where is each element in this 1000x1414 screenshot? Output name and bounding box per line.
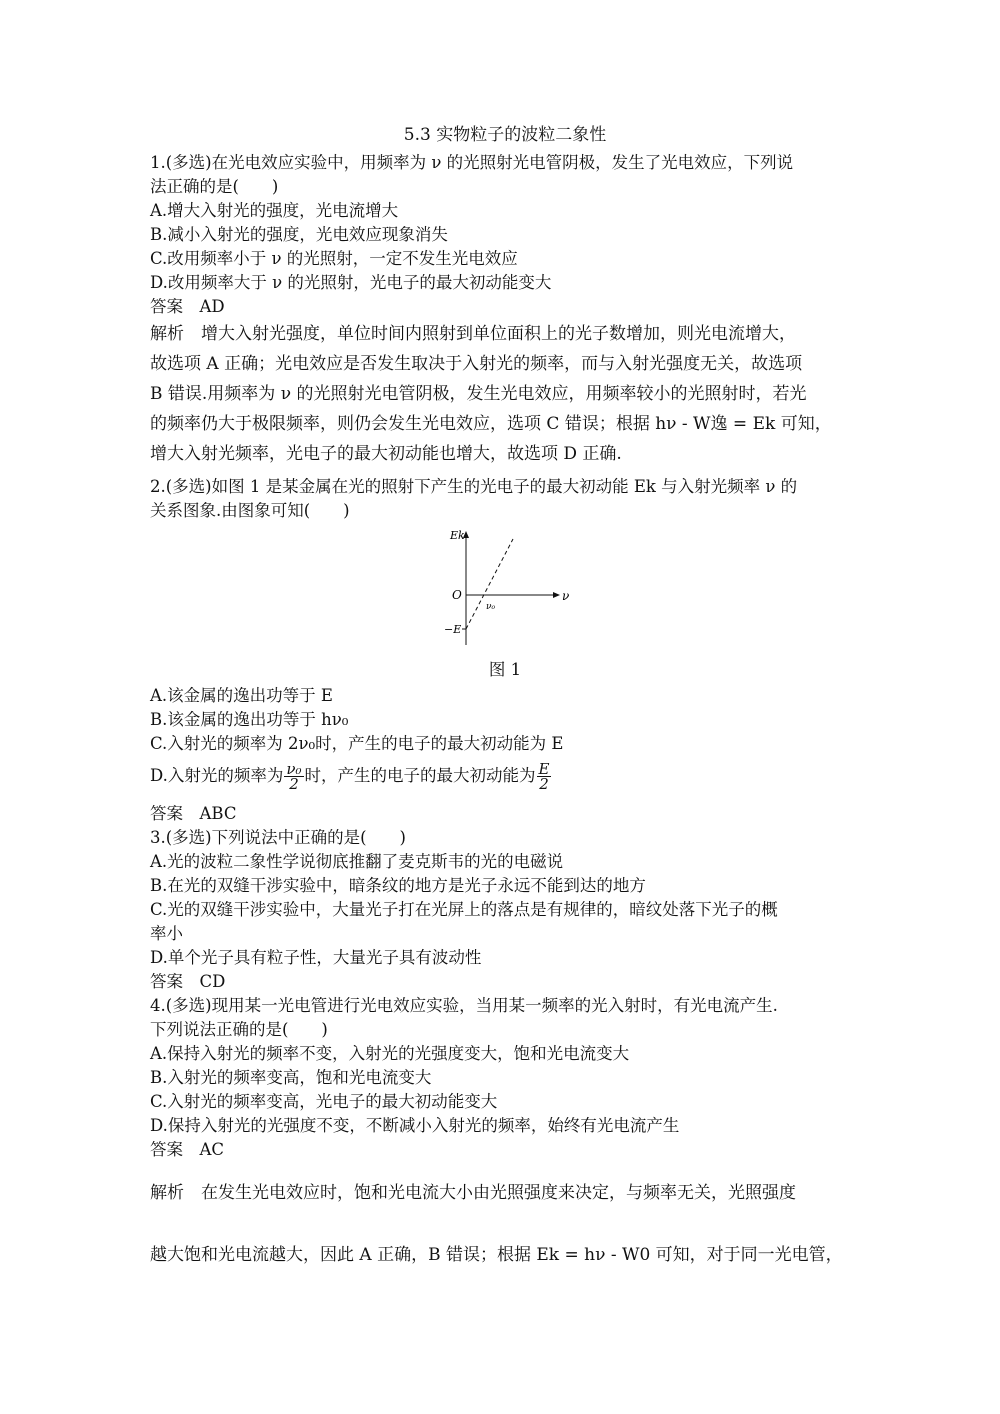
q1-option-d: D.改用频率大于 ν 的光照射，光电子的最大初动能变大 (150, 273, 552, 292)
q3-stem: 3.(多选)下列说法中正确的是( ) (150, 828, 406, 847)
q4-option-d: D.保持入射光的光强度不变，不断减小入射光的频率，始终有光电流产生 (150, 1116, 680, 1135)
question-3 (150, 826, 860, 994)
neg-e-label: −E (444, 623, 462, 636)
x-axis-label: ν (562, 589, 570, 603)
fraction-numerator: E (538, 760, 550, 778)
fraction-numerator: ν₀ (286, 760, 302, 778)
q3-option-b: B.在光的双缝干涉实验中，暗条纹的地方是光子永远不能到达的地方 (150, 876, 646, 895)
figure-caption: 图 1 (488, 660, 522, 679)
origin-label: O (452, 588, 462, 602)
q1-option-a: A.增大入射光的强度，光电流增大 (150, 201, 399, 220)
fraction-e-over-2 (537, 762, 552, 791)
q4-option-a: A.保持入射光的频率不变，入射光的光强度变大，饱和光电流变大 (150, 1044, 630, 1063)
q2-option-d (150, 756, 860, 796)
question-2 (150, 475, 860, 826)
q4-analysis-line1: 解析 在发生光电效应时，饱和光电流大小由光照强度来决定，与频率无关，光照强度 (150, 1183, 796, 1203)
intercept-label: ν₀ (486, 602, 496, 612)
document-page (150, 120, 860, 1286)
q1-stem-line2: 法正确的是( ) (150, 177, 279, 196)
q4-analysis-line2: 越大饱和光电流越大，因此 A 正确，B 错误；根据 Ek = hν - W0 可知，对于同一光电管， (150, 1245, 843, 1265)
q2-option-d-pre: D.入射光的频率为 (150, 766, 284, 785)
q1-analysis-line5: 增大入射光频率，光电子的最大初动能也增大，故选项 D 正确. (150, 444, 622, 464)
fraction-nu0-over-2 (284, 762, 303, 791)
q2-option-c: C.入射光的频率为 2ν₀时，产生的电子的最大初动能为 E (150, 734, 564, 753)
q3-option-d: D.单个光子具有粒子性，大量光子具有波动性 (150, 948, 482, 967)
q2-option-b: B.该金属的逸出功等于 hν₀ (150, 710, 349, 729)
q1-analysis-line4: 的频率仍大于极限频率，则仍会发生光电效应，选项 C 错误；根据 hν - W逸 = Ek 可知， (150, 414, 832, 434)
q4-option-b: B.入射光的频率变高，饱和光电流变大 (150, 1068, 432, 1087)
q4-stem-line1: 4.(多选)现用某一光电管进行光电效应实验，当用某一频率的光入射时，有光电流产生. (150, 996, 778, 1015)
q2-option-a: A.该金属的逸出功等于 E (150, 686, 333, 705)
page-title: 5.3 实物粒子的波粒二象性 (403, 125, 607, 145)
q4-stem-line2: 下列说法正确的是( ) (150, 1020, 328, 1039)
q3-option-c-line2: 率小 (150, 924, 183, 943)
ek-line (466, 539, 513, 629)
q1-analysis-line3: B 错误.用频率为 ν 的光照射光电管阴极，发生光电效应，用频率较小的光照射时，若光 (150, 384, 807, 404)
question-4 (150, 994, 860, 1286)
q2-option-d-mid: 时，产生的电子的最大初动能为 (304, 766, 536, 785)
question-1 (150, 151, 860, 469)
y-axis-label: Ek (450, 529, 465, 542)
fraction-denominator: 2 (539, 775, 549, 793)
q1-analysis-line2: 故选项 A 正确；光电效应是否发生取决于入射光的频率，而与入射光强度无关，故选项 (150, 354, 803, 374)
q1-answer: 答案 AD (150, 297, 225, 316)
ek-nu-graph (418, 525, 588, 655)
q2-stem-line1: 2.(多选)如图 1 是某金属在光的照射下产生的光电子的最大初动能 Ek 与入射光频率 ν 的 (150, 477, 798, 496)
q1-option-b: B.减小入射光的强度，光电效应现象消失 (150, 225, 448, 244)
q3-option-c-line1: C.光的双缝干涉实验中，大量光子打在光屏上的落点是有规律的，暗纹处落下光子的概 (150, 900, 778, 919)
q2-answer: 答案 ABC (150, 804, 237, 823)
q4-answer: 答案 AC (150, 1140, 225, 1159)
figure-1 (150, 523, 860, 658)
q4-option-c: C.入射光的频率变高，光电子的最大初动能变大 (150, 1092, 498, 1111)
q1-stem-line1: 1.(多选)在光电效应实验中，用频率为 ν 的光照射光电管阴极，发生了光电效应，下列说 (150, 153, 794, 172)
fraction-denominator: 2 (289, 775, 299, 793)
x-axis-arrow (553, 592, 560, 598)
q3-option-a: A.光的波粒二象性学说彻底推翻了麦克斯韦的光的电磁说 (150, 852, 564, 871)
q1-option-c: C.改用频率小于 ν 的光照射，一定不发生光电效应 (150, 249, 518, 268)
q3-answer: 答案 CD (150, 972, 226, 991)
q2-stem-line2: 关系图象.由图象可知( ) (150, 501, 350, 520)
q1-analysis-line1: 解析 增大入射光强度，单位时间内照射到单位面积上的光子数增加，则光电流增大， (150, 324, 796, 344)
